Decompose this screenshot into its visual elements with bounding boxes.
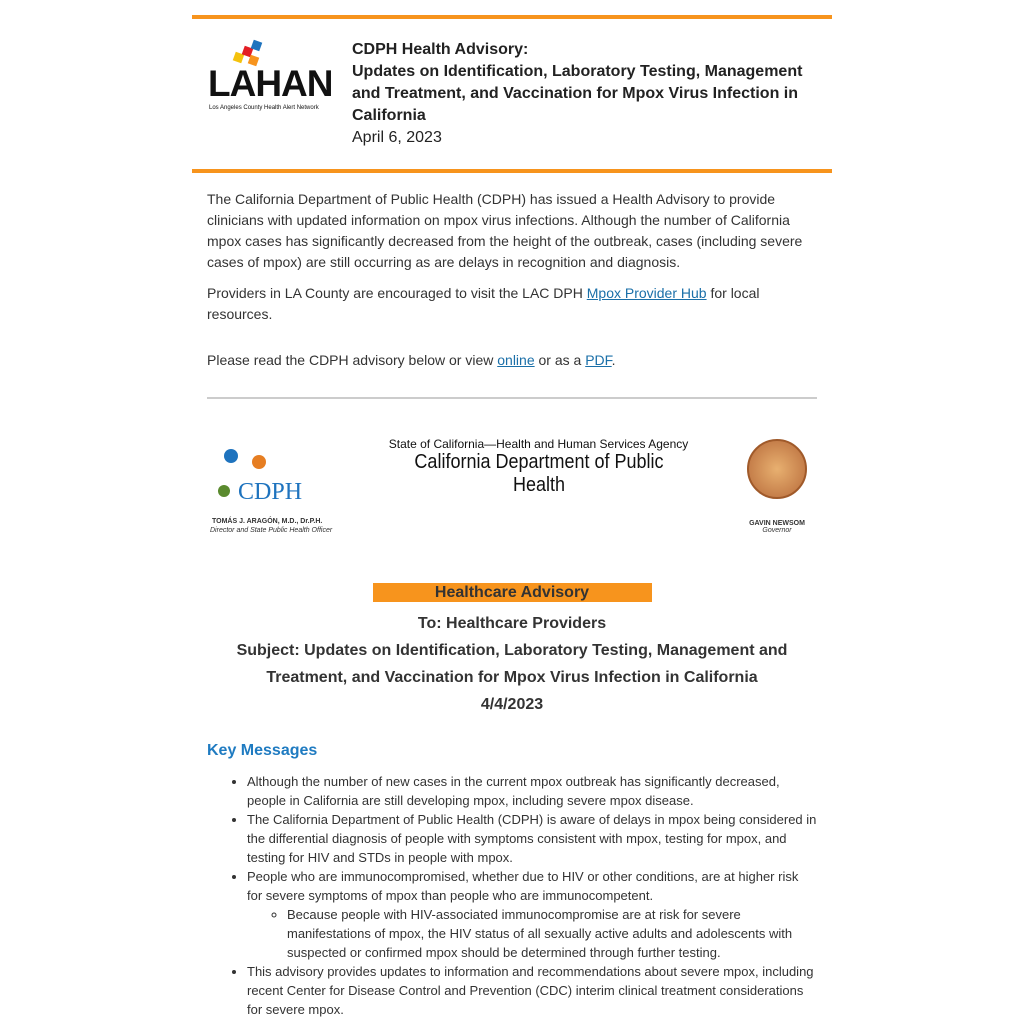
mpox-provider-hub-link[interactable]: Mpox Provider Hub <box>586 285 707 301</box>
list-item: • The California Department of Public Health (CDPH) is aware of delays in mpox being considered in the differential diagnosis of people with symptoms consistent with mpox, testing for mpox, and testing for HIV and STDs in people with mpox. <box>247 810 817 867</box>
california-state-seal <box>747 439 807 499</box>
key-messages-heading: Key Messages <box>207 742 318 759</box>
pdf-link[interactable]: PDF <box>585 352 612 368</box>
lahan-logo: LAHAN Los Angeles County Health Alert Network <box>192 39 352 147</box>
online-link[interactable]: online <box>497 352 535 368</box>
header <box>192 19 832 169</box>
intro: The California Department of Public Health (CDPH) has issued a Health Advisory to provide clinicians with updated information on mpox virus infections. Although the number of California mpox cases has significantly decreased from the height of the outbreak, cases (including severe cases of mpox) are still occurring as are delays in recognition and diagnosis. Providers in LA County are encouraged to visit the LAC DPH Mpox Provider Hub for local resources. Please read the CDPH advisory below or view online or as a PDF. <box>192 173 832 399</box>
advisory-heading: Healthcare Advisory To: Healthcare Providers Subject: Updates on Identification, Laboratory Testing, Management and Treatment, and Vaccination for Mpox Virus Infection in California 4/4/2023 <box>236 584 788 713</box>
key-messages-list <box>192 772 817 1019</box>
advisory-title: CDPH Health Advisory: Updates on Identification, Laboratory Testing, Management and Treatment, and Vaccination for Mpox Virus Infection in California April 6, 2023 <box>352 41 803 146</box>
list-item: • People who are immunocompromised, whether due to HIV or other conditions, are at higher risk for severe symptoms of mpox than people who are immunocompetent. ◦ Because people with HIV-associated immunocompromise are at risk for severe manifestations of mpox, the HIV status of all sexually active adults and adolescents with suspected or confirmed mpox should be determined through further testing. <box>247 867 817 962</box>
cdph-logo: CDPH TOMÁS J. ARAGÓN, M.D., Dr.P.H. Director and State Public Health Officer <box>210 435 340 541</box>
cdph-letterhead: CDPH TOMÁS J. ARAGÓN, M.D., Dr.P.H. Director and State Public Health Officer State of California—Health and Human Services Agency California Department of Public Health GAVIN NEWSOM Governor <box>192 399 832 541</box>
healthcare-advisory-banner: Healthcare Advisory <box>373 583 652 602</box>
list-item: • This advisory provides updates to information and recommendations about severe mpox, including recent Center for Disease Control and Prevention (CDC) interim clinical treatment considerations for severe mpox. <box>247 962 817 1019</box>
list-subitem: ◦ Because people with HIV-associated immunocompromise are at risk for severe manifestations of mpox, the HIV status of all sexually active adults and adolescents with suspected or confirmed mpox should be determined through further testing. <box>287 905 807 962</box>
email-body <box>192 0 832 1019</box>
list-item: • Although the number of new cases in the current mpox outbreak has significantly decreased, people in California are still developing mpox, including severe mpox disease. <box>247 772 817 810</box>
